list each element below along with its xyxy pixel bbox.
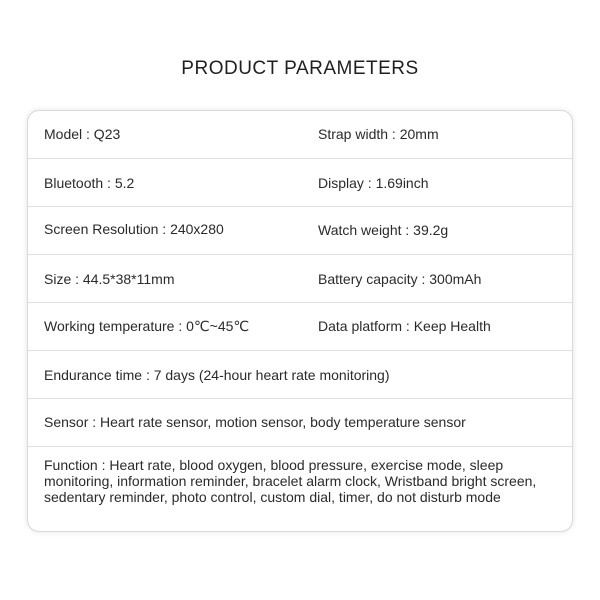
display-value: Display : 1.69inch [318,175,429,191]
table-row [28,159,572,207]
table-row [28,207,572,255]
watch-weight-value: Watch weight : 39.2g [318,222,449,238]
table-row [28,351,572,399]
model-value: Model : Q23 [44,126,121,142]
table-row [28,255,572,303]
endurance-value: Endurance time : 7 days (24-hour heart rate monitoring) [44,367,390,383]
page-title: PRODUCT PARAMETERS [181,58,419,79]
table-row [28,111,572,159]
data-platform-value: Data platform : Keep Health [318,318,491,334]
function-value: Function : Heart rate, blood oxygen, blood pressure, exercise mode, sleep monitoring, information reminder, bracelet alarm clock, Wristband bright screen, sedentary reminder, photo control, custom dial, timer, do not disturb mode [44,457,537,505]
table-row [28,399,572,447]
sensor-value: Sensor : Heart rate sensor, motion sensor, body temperature sensor [44,414,466,430]
size-value: Size : 44.5*38*11mm [44,271,175,287]
bluetooth-value: Bluetooth : 5.2 [44,175,135,191]
table-row [28,447,572,532]
strap-width-value: Strap width : 20mm [318,126,439,142]
working-temperature-value: Working temperature : 0℃~45℃ [44,318,250,334]
screen-resolution-value: Screen Resolution : 240x280 [44,221,224,237]
parameters-table [27,110,573,532]
battery-capacity-value: Battery capacity : 300mAh [318,271,482,287]
table-row [28,303,572,351]
